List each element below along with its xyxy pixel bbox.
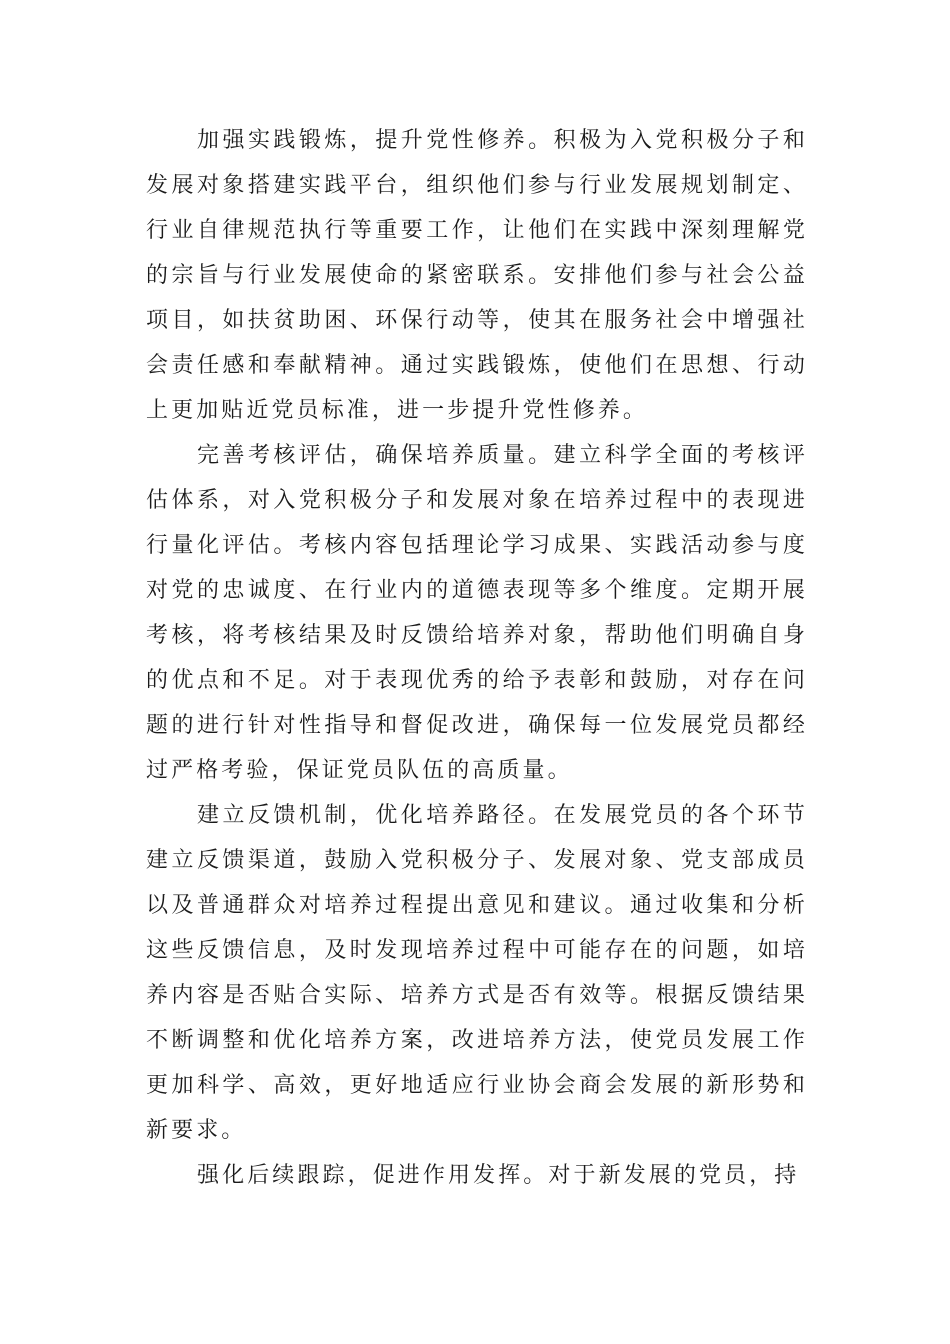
paragraph-follow-up-tracking: 强化后续跟踪，促进作用发挥。对于新发展的党员，持	[197, 1163, 800, 1188]
paragraph-practice-training: 加强实践锻炼，提升党性修养。积极为入党积极分子和发展对象搭建实践平台，组织他们参与行业发展规划制定、行业自律规范执行等重要工作，让他们在实践中深刻理解党的宗旨与行业发展使命的紧密联系。安排他们参与社会公益项目，如扶贫助困、环保行动等，使其在服务社会中增强社会责任感和奉献精神。通过实践锻炼，使他们在思想、行动上更加贴近党员标准，进一步提升党性修养。	[146, 128, 808, 423]
paragraph-assessment-evaluation: 完善考核评估，确保培养质量。建立科学全面的考核评估体系，对入党积极分子和发展对象在培养过程中的表现进行量化评估。考核内容包括理论学习成果、实践活动参与度对党的忠诚度、在行业内的道德表现等多个维度。定期开展考核，将考核结果及时反馈给培养对象，帮助他们明确自身的优点和不足。对于表现优秀的给予表彰和鼓励，对存在问题的进行针对性指导和督促改进，确保每一位发展党员都经过严格考验，保证党员队伍的高质量。	[146, 443, 808, 783]
document-page	[146, 118, 808, 1198]
paragraph-feedback-mechanism: 建立反馈机制，优化培养路径。在发展党员的各个环节建立反馈渠道，鼓励入党积极分子、发展对象、党支部成员以及普通群众对培养过程提出意见和建议。通过收集和分析这些反馈信息，及时发现培养过程中可能存在的问题，如培养内容是否贴合实际、培养方式是否有效等。根据反馈结果不断调整和优化培养方案，改进培养方法，使党员发展工作更加科学、高效，更好地适应行业协会商会发展的新形势和新要求。	[146, 803, 808, 1143]
